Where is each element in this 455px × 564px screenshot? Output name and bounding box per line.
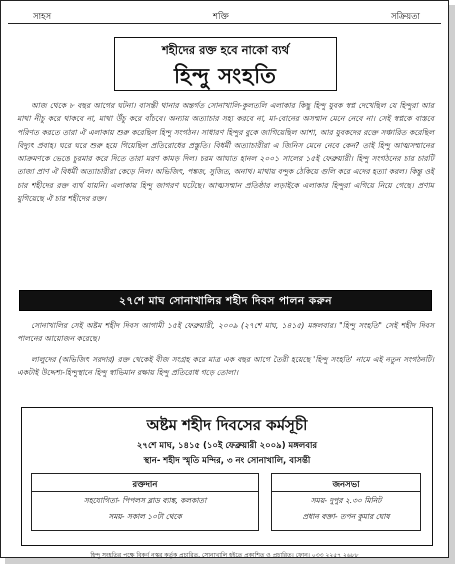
title-box	[114, 37, 337, 91]
title-organization: হিন্দু সংহতি	[174, 64, 277, 88]
header-left: সাহস	[33, 12, 52, 22]
programme-date: ২৭শে মাঘ, ১৪১৫ (১০ই ফেব্রুয়ারী ২০০৯) মঙ্গলবার	[136, 441, 318, 451]
banner-text: ২৭শে মাঘ সোনাখালির শহীদ দিবস পালন করুন	[119, 295, 332, 307]
blood-donation-time: সময়- সকাল ১০টা থেকে	[108, 512, 182, 521]
meeting-time: সময়- দুপুর ২.৩০ মিনিট	[310, 496, 382, 505]
paragraph-announcement: সোনাখালির সেই অষ্টম শহীদ দিবস আগামী ১৫ই ফেব্রুয়ারী, ২০০৯ (২৭শে মাঘ, ১৪১৫) মঙ্গলবার। "হিন্দু সংহতি" সেই শহীদ দিবস পালনের আয়োজন করেছে।	[17, 321, 434, 344]
meeting-heading: জনসভা	[332, 480, 360, 490]
blood-donation-rule	[32, 491, 258, 492]
title-slogan: শহীদের রক্ত হবে নাকো ব্যর্থ	[161, 43, 290, 57]
meeting-rule	[272, 491, 420, 492]
header-strip	[1, 8, 448, 22]
header-center: শক্তি	[213, 12, 229, 22]
blood-donation-heading: রক্তদান	[132, 480, 158, 490]
meeting-box	[271, 473, 421, 531]
header-rule	[8, 23, 441, 24]
page-shadow-right	[449, 5, 455, 564]
paragraph-history: আজ থেকে ৮ বছর আগের ঘটনা। বাসন্তী থানার অন্তর্গত সোনাখালি-কুলতলি এলাকার কিছু হিন্দু যুবক স্বপ্ন দেখেছিল যে হিন্দুরা আর মাথা নীচু করে থাকবে না, মাথা উঁচু করে বাঁচবে। অন্যায় অত্যাচার সহ্য করবে না, মা-বোনের অসম্মান মেনে নেবে না। সেই স্বপ্নকে বাস্তবে পরিণত করতে তারা ঐ এলাকায় শুরু করেছিল হিন্দু সংগঠন। সাধারণ হিন্দুর বুকে জাগিয়েছিল আশা, আর যুবকদের রক্তে সঞ্চারিত করেছিল বিদ্যুৎ প্রবাহ। ঘরে ঘরে শুরু হয়ে গিয়েছিল প্রতিরোধের প্রস্তুতি। বিধর্মী অত্যাচারীরা এ জিনিস মেনে নেবে কেন? তাই হিন্দু আত্মসম্মানের আক্রমণকে ভেঙে চুরমার করে দিতে তারা মরণ কামড় দিল। চরম আঘাত হানল ২০০১ সালের ১৫ই ফেব্রুয়ারী। হিন্দু সংগঠনের চার চারটি তাজা প্রাণ ঐ বিধর্মী অত্যাচারীরা কেড়ে নিল। অভিজিৎ, পঙ্কজ, সুজিত, অনাথ। মাথায় বন্দুক ঠেকিয়ে গুলি করে এদের হত্যা করল। কিন্তু ওই চার শহীদের রক্ত ব্যর্থ যায়নি। এলাকায় হিন্দু জাগরণ ঘটেছে। আত্মসম্মান প্রতিষ্ঠার লড়াইকে এলাকার হিন্দুরা এগিয়ে নিয়ে গেছে। প্রণাম যুগিয়েছে ঐ চার শহীদের রক্ত।	[17, 101, 434, 204]
header-right: সক্রিয়তা	[390, 12, 420, 22]
paragraph-organization: লালুদের (অভিজিৎ সরদার) রক্ত থেকেই বীজ সংগ্রহ করে মাত্র এক বছর আগে তৈরী হয়েছে 'হিন্দু সংহতি' নামে এই নতুন সংগঠনটি। একটাই উদ্দেশ্য-হিন্দুস্থানে হিন্দু স্বাভিমান রক্ষায় হিন্দু প্রতিরোধ গড়ে তোলা।	[17, 355, 434, 378]
footer-credit: হিন্দু সংহতির পক্ষে বিকর্ণ নস্কর কর্তৃক প্রচারিত, সোনাখালি হইতে প্রকাশিত ও প্রচারিত। ফোন। ০৩৩ ২২৫৭ ২৬৮৮	[90, 552, 359, 559]
meeting-speaker: প্রধান বক্তা- তপন কুমার ঘোষ	[302, 512, 390, 521]
banner	[19, 290, 432, 311]
blood-donation-box	[31, 473, 259, 531]
programme-title: অষ্টম শহীদ দিবসের কর্মসূচী	[146, 416, 308, 434]
blood-donation-partner: সহযোগিতা- পিপলস ব্লাড ব্যাঙ্ক, কলকাতা	[83, 496, 207, 505]
programme-venue: স্থান- শহীদ স্মৃতি মন্দির, ৩ নং সোনাখালি, বাসন্তী	[143, 456, 311, 466]
